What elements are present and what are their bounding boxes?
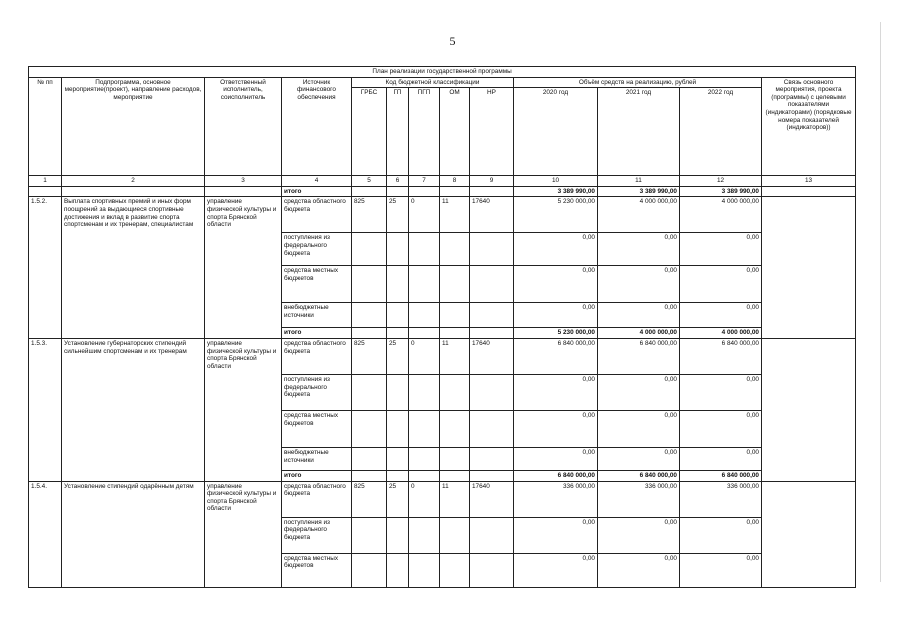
total-2022: 4 000 000,00 — [680, 328, 762, 339]
value-2021: 0,00 — [598, 303, 680, 328]
col-om-header: ОМ — [440, 88, 470, 176]
value-2022: 0,00 — [680, 553, 762, 587]
page-edge — [880, 22, 885, 582]
source-cell: поступления из федерального бюджета — [282, 374, 352, 410]
column-numbers-row — [29, 176, 856, 187]
source-cell: средства местных бюджетов — [282, 410, 352, 447]
col-pgp-header: ПГП — [409, 88, 440, 176]
item-name: Установление губернаторских стипендий сильнейшим спортсменам и их тренерам — [62, 338, 205, 481]
col-number: 7 — [409, 176, 440, 187]
grbs-cell: 825 — [352, 197, 387, 233]
pgp-cell: 0 — [409, 197, 440, 233]
value-2020: 5 230 000,00 — [514, 197, 598, 233]
value-2020: 0,00 — [514, 517, 598, 553]
value-2022: 4 000 000,00 — [680, 197, 762, 233]
gp-cell: 25 — [387, 197, 409, 233]
value-2020: 0,00 — [514, 447, 598, 470]
value-2022: 0,00 — [680, 266, 762, 303]
item-executor: управление физической культуры и спорта Брянской области — [205, 197, 282, 339]
value-2020: 0,00 — [514, 266, 598, 303]
value-2020: 0,00 — [514, 553, 598, 587]
gp-cell: 25 — [387, 338, 409, 374]
nr-cell: 17640 — [470, 338, 514, 374]
value-2022: 0,00 — [680, 303, 762, 328]
item-executor: управление физической культуры и спорта Брянской области — [205, 338, 282, 481]
col-number: 9 — [470, 176, 514, 187]
item-number: 1.5.2. — [29, 197, 62, 339]
total-2022: 6 840 000,00 — [680, 470, 762, 481]
source-cell: поступления из федерального бюджета — [282, 233, 352, 266]
link-cell — [762, 197, 856, 339]
value-2020: 0,00 — [514, 303, 598, 328]
col-executor-header: Ответственный исполнитель, соисполнитель — [205, 77, 282, 176]
col-link-header: Связь основного мероприятия, проекта (программы) с целевыми показателями (индикаторами) (порядковые номера показателей (индикаторов)) — [762, 77, 856, 176]
col-number: 12 — [680, 176, 762, 187]
pgp-cell: 0 — [409, 481, 440, 517]
value-2020: 0,00 — [514, 233, 598, 266]
total-label: итого — [282, 328, 352, 339]
total-2020: 5 230 000,00 — [514, 328, 598, 339]
value-2021: 0,00 — [598, 374, 680, 410]
col-number: 2 — [62, 176, 205, 187]
table-row — [29, 338, 856, 374]
program-plan-table — [28, 66, 856, 588]
total-label: итого — [282, 186, 352, 197]
col-number: 4 — [282, 176, 352, 187]
grbs-cell: 825 — [352, 338, 387, 374]
value-2021: 0,00 — [598, 266, 680, 303]
value-2020: 336 000,00 — [514, 481, 598, 517]
source-cell: внебюджетные источники — [282, 303, 352, 328]
source-cell: средства областного бюджета — [282, 481, 352, 517]
link-cell — [762, 338, 856, 481]
page-number: 5 — [449, 34, 456, 48]
col-nr-header: НР — [470, 88, 514, 176]
source-cell: средства местных бюджетов — [282, 266, 352, 303]
value-2022: 0,00 — [680, 410, 762, 447]
col-gp-header: ГП — [387, 88, 409, 176]
value-2021: 4 000 000,00 — [598, 197, 680, 233]
link-cell — [762, 481, 856, 587]
col-number: 6 — [387, 176, 409, 187]
total-2022: 3 389 990,00 — [680, 186, 762, 197]
col-number: 10 — [514, 176, 598, 187]
grbs-cell: 825 — [352, 481, 387, 517]
col-2022-header: 2022 год — [680, 88, 762, 176]
source-cell: внебюджетные источники — [282, 447, 352, 470]
value-2022: 0,00 — [680, 374, 762, 410]
value-2021: 336 000,00 — [598, 481, 680, 517]
col-funds-header: Объём средств на реализацию, рублей — [514, 77, 762, 88]
om-cell: 11 — [440, 338, 470, 374]
om-cell: 11 — [440, 481, 470, 517]
value-2021: 6 840 000,00 — [598, 338, 680, 374]
col-budget-code-header: Код бюджетной классификации — [352, 77, 514, 88]
value-2022: 0,00 — [680, 233, 762, 266]
nr-cell: 17640 — [470, 197, 514, 233]
value-2020: 0,00 — [514, 374, 598, 410]
item-name: Выплата спортивных премий и иных форм поощрений за выдающиеся спортивные достижения и вклад в развитие спорта спортсменам и их тренерам, специалистам — [62, 197, 205, 339]
col-2021-header: 2021 год — [598, 88, 680, 176]
plan-title: План реализации государственной программы — [29, 67, 856, 78]
value-2021: 0,00 — [598, 410, 680, 447]
total-2021: 6 840 000,00 — [598, 470, 680, 481]
table-row — [29, 481, 856, 517]
item-name: Установление стипендий одарённым детям — [62, 481, 205, 587]
value-2021: 0,00 — [598, 517, 680, 553]
col-number: 11 — [598, 176, 680, 187]
total-label: итого — [282, 470, 352, 481]
value-2021: 0,00 — [598, 233, 680, 266]
pgp-cell: 0 — [409, 338, 440, 374]
col-number: 3 — [205, 176, 282, 187]
col-no-header: № пп — [29, 77, 62, 176]
total-row — [29, 186, 856, 197]
value-2021: 0,00 — [598, 447, 680, 470]
value-2022: 0,00 — [680, 517, 762, 553]
value-2022: 0,00 — [680, 447, 762, 470]
col-source-header: Источник финансового обеспечения — [282, 77, 352, 176]
item-executor: управление физической культуры и спорта Брянской области — [205, 481, 282, 587]
source-cell: поступления из федерального бюджета — [282, 517, 352, 553]
total-2021: 4 000 000,00 — [598, 328, 680, 339]
value-2022: 336 000,00 — [680, 481, 762, 517]
nr-cell: 17640 — [470, 481, 514, 517]
value-2020: 0,00 — [514, 410, 598, 447]
source-cell: средства областного бюджета — [282, 338, 352, 374]
col-subprogram-header: Подпрограмма, основное мероприятие(проект), направление расходов, мероприятие — [62, 77, 205, 176]
col-number: 8 — [440, 176, 470, 187]
value-2021: 0,00 — [598, 553, 680, 587]
value-2020: 6 840 000,00 — [514, 338, 598, 374]
col-grbs-header: ГРБС — [352, 88, 387, 176]
om-cell: 11 — [440, 197, 470, 233]
col-number: 5 — [352, 176, 387, 187]
col-2020-header: 2020 год — [514, 88, 598, 176]
col-number: 1 — [29, 176, 62, 187]
value-2022: 6 840 000,00 — [680, 338, 762, 374]
item-number: 1.5.3. — [29, 338, 62, 481]
total-2020: 6 840 000,00 — [514, 470, 598, 481]
table-row — [29, 197, 856, 233]
total-2020: 3 389 990,00 — [514, 186, 598, 197]
item-number: 1.5.4. — [29, 481, 62, 587]
source-cell: средства местных бюджетов — [282, 553, 352, 587]
gp-cell: 25 — [387, 481, 409, 517]
total-2021: 3 389 990,00 — [598, 186, 680, 197]
col-number: 13 — [762, 176, 856, 187]
source-cell: средства областного бюджета — [282, 197, 352, 233]
